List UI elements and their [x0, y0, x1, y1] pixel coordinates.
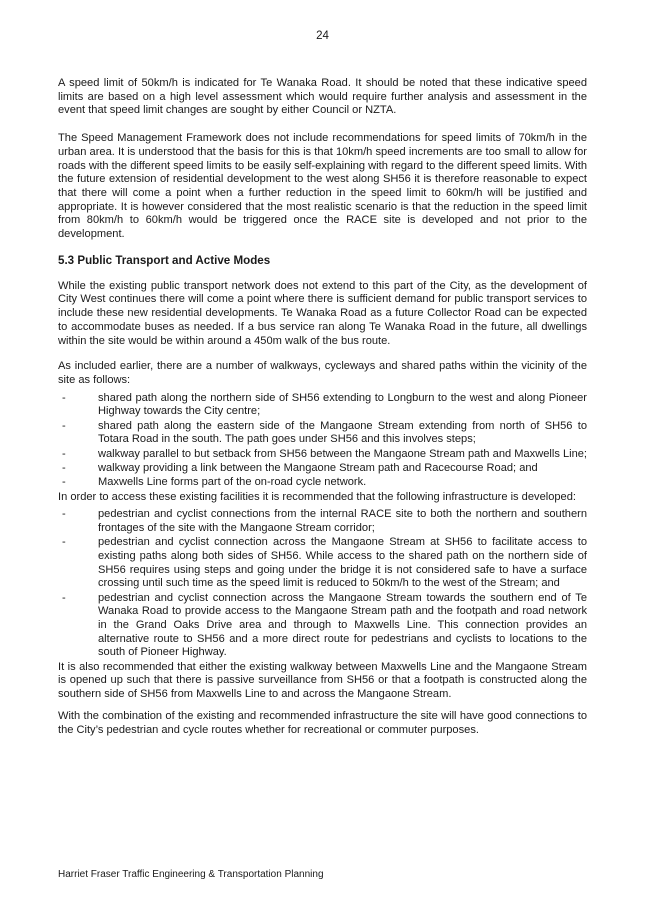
- list-dash: -: [62, 419, 66, 432]
- list-dash: -: [62, 447, 66, 460]
- list-item: - shared path along the northern side of SH56 extending to Longburn to the west and along Pioneer Highway towards the City centre;: [62, 391, 587, 418]
- list-item: - pedestrian and cyclist connection across the Mangaone Stream at SH56 to facilitate access to existing paths along both sides of SH56. While access to the shared path on the northern side of SH56 requires using steps and going under the bridge it is not considered safe to have a surface crossing until such time as the speed limit is reduced to 50km/h to the west of the Stream; and: [62, 536, 587, 590]
- list-item: - Maxwells Line forms part of the on-road cycle network.: [62, 476, 367, 489]
- list-item: - pedestrian and cyclist connection across the Mangaone Stream towards the southern end of Te Wanaka Road to provide access to the Mangaone Stream path and the footpath and road network in the Grand Oaks Drive area and through to Maxwells Line. This connection provides an alternative route to SH56 and a more direct route for pedestrians and cyclists to locations to the south of Pioneer Highway.: [62, 591, 587, 659]
- list-dash: -: [62, 391, 66, 404]
- paragraph-public-transport: While the existing public transport network does not extend to this part of the City, as the development of City West continues there will come a point where there is sufficient demand for public transport services to include these new residential developments. Te Wanaka Road as a future Collector Road can be expected to accommodate buses as needed. If a bus service ran along Te Wanaka Road in the future, all dwellings within the site would be within around a 450m walk of the bus route.: [58, 279, 587, 347]
- list-item: - walkway parallel to but setback from SH56 between the Mangaone Stream path and Maxwells Line;: [62, 447, 588, 460]
- page-footer: Harriet Fraser Traffic Engineering & Transportation Planning: [58, 869, 324, 880]
- list-dash: -: [62, 508, 66, 521]
- list-item: - pedestrian and cyclist connections from the internal RACE site to both the northern and southern frontages of the site with the Mangaone Stream corridor;: [62, 508, 587, 534]
- paragraph-speed-management-framework: The Speed Management Framework does not include recommendations for speed limits of 70km/h in the urban area. It is understood that the basis for this is that 10km/h speed increments are too small to allow for roads with the different speed limits to be easily self-explaining with regard to the different speed limits. With the future extension of residential development to the west along SH56 it is therefore reasonable to expect that there will come a point when a further reduction in the speed limit to 60km/h will be justified and appropriate. It is however considered that the most realistic scenario is that the reduction in the speed limit from 80km/h to 60km/h would be triggered once the RACE site is developed and not prior to the development.: [58, 132, 587, 241]
- paragraph-walkway-surveillance: It is also recommended that either the existing walkway between Maxwells Line and the Mangaone Stream is opened up such that there is passive surveillance from SH56 or that a footpath is constructed along the southern side of SH56 from Maxwells Line to and across the Mangaone Stream.: [58, 660, 587, 701]
- section-heading-public-transport: 5.3 Public Transport and Active Modes: [58, 253, 271, 267]
- list-item: - shared path along the eastern side of the Mangaone Stream extending from north of SH56 to Totara Road in the south. The path goes under SH56 and this involves steps;: [62, 419, 587, 446]
- paragraph-existing-facilities-intro: As included earlier, there are a number of walkways, cycleways and shared paths within the vicinity of the site as follows:: [58, 360, 587, 386]
- page-number: 24: [316, 30, 329, 42]
- list-dash: -: [62, 536, 66, 549]
- page-body: [58, 77, 587, 737]
- list-dash: -: [62, 461, 66, 474]
- existing-facilities-list: [58, 392, 587, 490]
- paragraph-recommended-infrastructure-intro: In order to access these existing facilities it is recommended that the following infrastructure is developed:: [58, 490, 576, 503]
- paragraph-speed-limit-te-wanaka: A speed limit of 50km/h is indicated for Te Wanaka Road. It should be noted that these indicative speed limits are based on a high level assessment which would require further analysis and assessment in the event that speed limit changes are sought by either Council or NZTA.: [58, 77, 587, 117]
- list-item: - walkway providing a link between the Mangaone Stream path and Racecourse Road; and: [62, 461, 538, 474]
- recommended-infrastructure-list: [58, 508, 587, 660]
- list-dash: -: [62, 591, 66, 604]
- list-dash: -: [62, 476, 66, 489]
- paragraph-conclusion: With the combination of the existing and recommended infrastructure the site will have good connections to the City’s pedestrian and cycle routes whether for recreational or commuter purposes.: [58, 709, 587, 736]
